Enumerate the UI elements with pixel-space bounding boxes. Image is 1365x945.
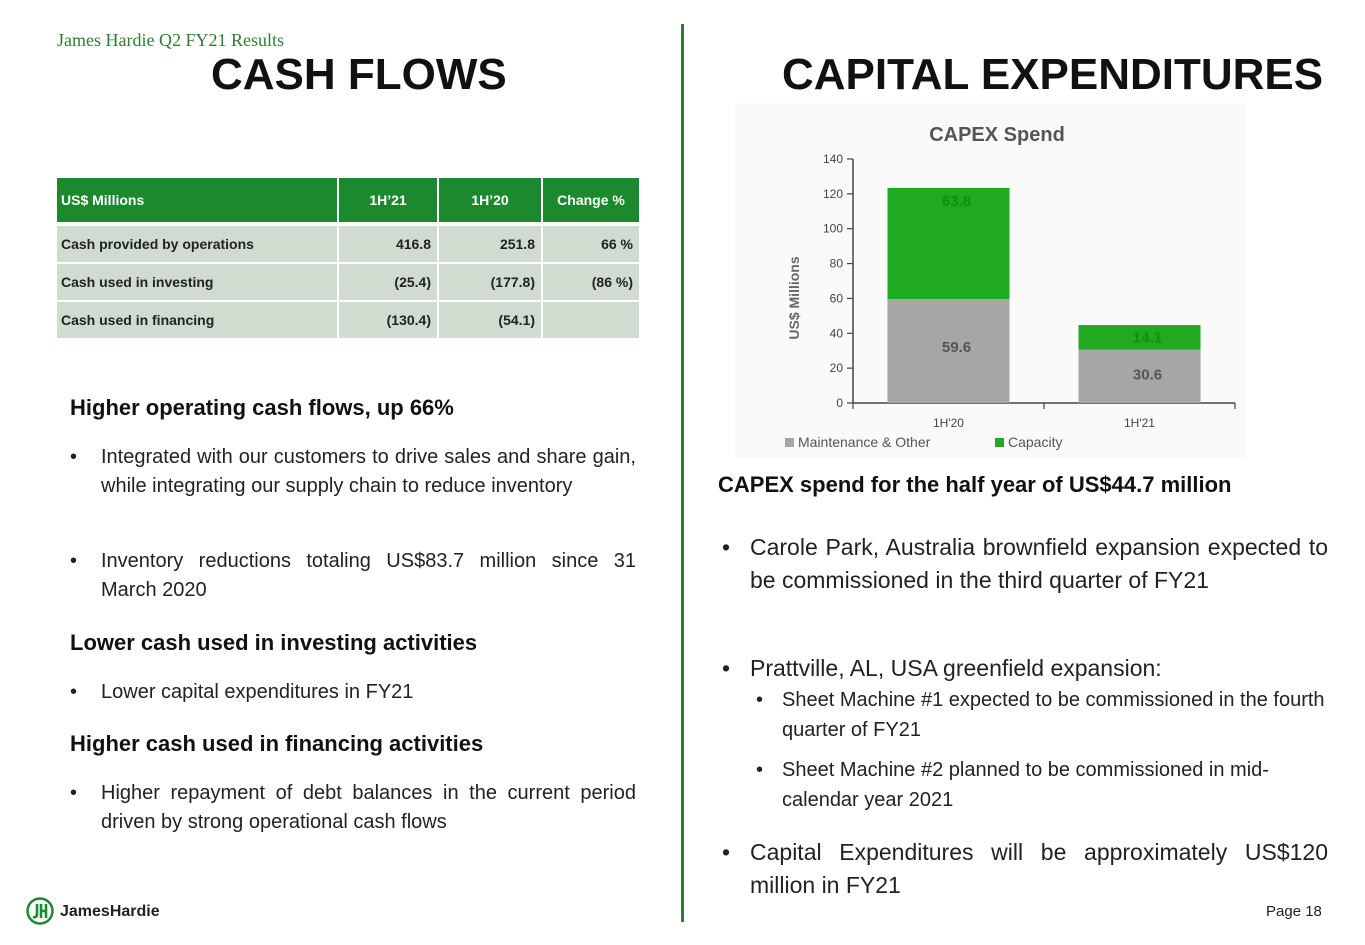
bullet-item — [70, 779, 636, 837]
bullet-icon: • — [70, 782, 78, 804]
table-header-cell: 1H’21 — [339, 178, 439, 222]
table-header-cell: US$ Millions — [57, 178, 339, 222]
table-row — [57, 302, 639, 340]
chart-data-label: 63.8 — [941, 192, 972, 210]
bullet-item — [70, 547, 636, 605]
bullet-icon: • — [756, 689, 764, 711]
bullet-text: Lower capital expenditures in FY21 — [101, 681, 414, 703]
chart-x-tick-label: 1H'21 — [1124, 416, 1155, 430]
logo-wordmark: JamesHardie — [60, 903, 160, 920]
section-heading-operating: Higher operating cash flows, up 66% — [70, 395, 454, 420]
bullet-text: Sheet Machine #2 planned to be commissioned in mid-calendar year 2021 — [782, 759, 1269, 811]
chart-data-label: 30.6 — [1132, 366, 1163, 384]
table-header-cell: Change % — [543, 178, 639, 222]
capex-chart-svg — [735, 103, 1245, 458]
chart-data-label: 59.6 — [941, 338, 972, 356]
bullet-item — [722, 836, 1328, 902]
table-cell — [543, 302, 639, 340]
bullet-text: Integrated with our customers to drive sales and share gain, while integrating our supply chain to reduce inventory — [101, 446, 636, 497]
bullet-item — [722, 652, 1328, 685]
chart-plot-area — [823, 152, 1235, 430]
deck-subtitle: James Hardie Q2 FY21 Results — [57, 30, 284, 50]
sub-bullet-item — [756, 685, 1328, 745]
bullet-icon: • — [722, 839, 731, 865]
table-cell: (177.8) — [439, 264, 543, 302]
table-header-cell: 1H’20 — [439, 178, 543, 222]
table-cell: Cash provided by operations — [57, 226, 339, 264]
table-cell: 66 % — [543, 226, 639, 264]
table-cell: (86 %) — [543, 264, 639, 302]
section-heading-investing: Lower cash used in investing activities — [70, 630, 478, 655]
bullet-icon: • — [70, 681, 78, 703]
table-cell: 251.8 — [439, 226, 543, 264]
bullet-icon: • — [722, 534, 731, 560]
bullet-text: Prattville, AL, USA greenfield expansion: — [750, 655, 1162, 681]
chart-y-tick-label: 0 — [836, 396, 843, 410]
section-heading-financing: Higher cash used in financing activities — [70, 731, 484, 756]
table-cell: (130.4) — [339, 302, 439, 340]
chart-legend-label: Capacity — [1008, 434, 1063, 450]
column-divider — [681, 24, 684, 922]
bullet-item — [70, 678, 636, 707]
table-cell: Cash used in financing — [57, 302, 339, 340]
chart-y-tick-label: 120 — [822, 186, 843, 201]
chart-legend — [785, 434, 1062, 450]
chart-legend-label: Maintenance & Other — [798, 434, 931, 450]
chart-legend-swatch — [785, 438, 794, 447]
chart-title: CAPEX Spend — [929, 124, 1065, 146]
cash-flows-table — [57, 178, 639, 340]
chart-y-tick-label: 80 — [829, 256, 843, 271]
chart-legend-swatch — [995, 438, 1004, 447]
bullet-text: Sheet Machine #1 expected to be commissioned in the fourth quarter of FY21 — [782, 689, 1325, 741]
chart-y-tick-label: 40 — [829, 326, 843, 341]
chart-data-label: 14.1 — [1132, 329, 1163, 347]
table-cell: Cash used in investing — [57, 264, 339, 302]
chart-y-tick-label: 100 — [822, 221, 843, 236]
page-number: Page 18 — [1266, 903, 1322, 920]
bullet-item — [70, 443, 636, 501]
cash-flows-title: CASH FLOWS — [211, 50, 507, 99]
bullet-text: Capital Expenditures will be approximately US$120 million in FY21 — [750, 839, 1328, 898]
bullet-text: Higher repayment of debt balances in the current period driven by strong operational cash flows — [101, 782, 636, 833]
table-header-row — [57, 178, 639, 222]
chart-y-axis-label: US$ Millions — [786, 256, 802, 340]
chart-y-tick-label: 20 — [829, 361, 843, 376]
bullet-item — [722, 531, 1328, 597]
bullet-text: Inventory reductions totaling US$83.7 million since 31 March 2020 — [101, 550, 636, 601]
chart-y-tick-label: 60 — [829, 291, 843, 306]
chart-x-tick-label: 1H'20 — [933, 416, 964, 430]
chart-y-tick-label: 140 — [822, 152, 843, 166]
bullet-icon: • — [756, 759, 764, 781]
table-cell: (25.4) — [339, 264, 439, 302]
bullet-icon: • — [70, 446, 78, 468]
sub-bullet-item — [756, 755, 1328, 815]
bullet-text: Carole Park, Australia brownfield expansion expected to be commissioned in the third quarter of FY21 — [750, 534, 1328, 593]
capex-summary-heading: CAPEX spend for the half year of US$44.7 million — [718, 472, 1232, 497]
bullet-icon: • — [70, 550, 78, 572]
capex-chart — [735, 103, 1245, 458]
table-row — [57, 264, 639, 302]
bullet-icon: • — [722, 655, 731, 681]
capex-title: CAPITAL EXPENDITURES — [782, 50, 1324, 99]
table-cell: 416.8 — [339, 226, 439, 264]
table-row — [57, 226, 639, 264]
james-hardie-logo-icon — [26, 897, 54, 925]
table-cell: (54.1) — [439, 302, 543, 340]
